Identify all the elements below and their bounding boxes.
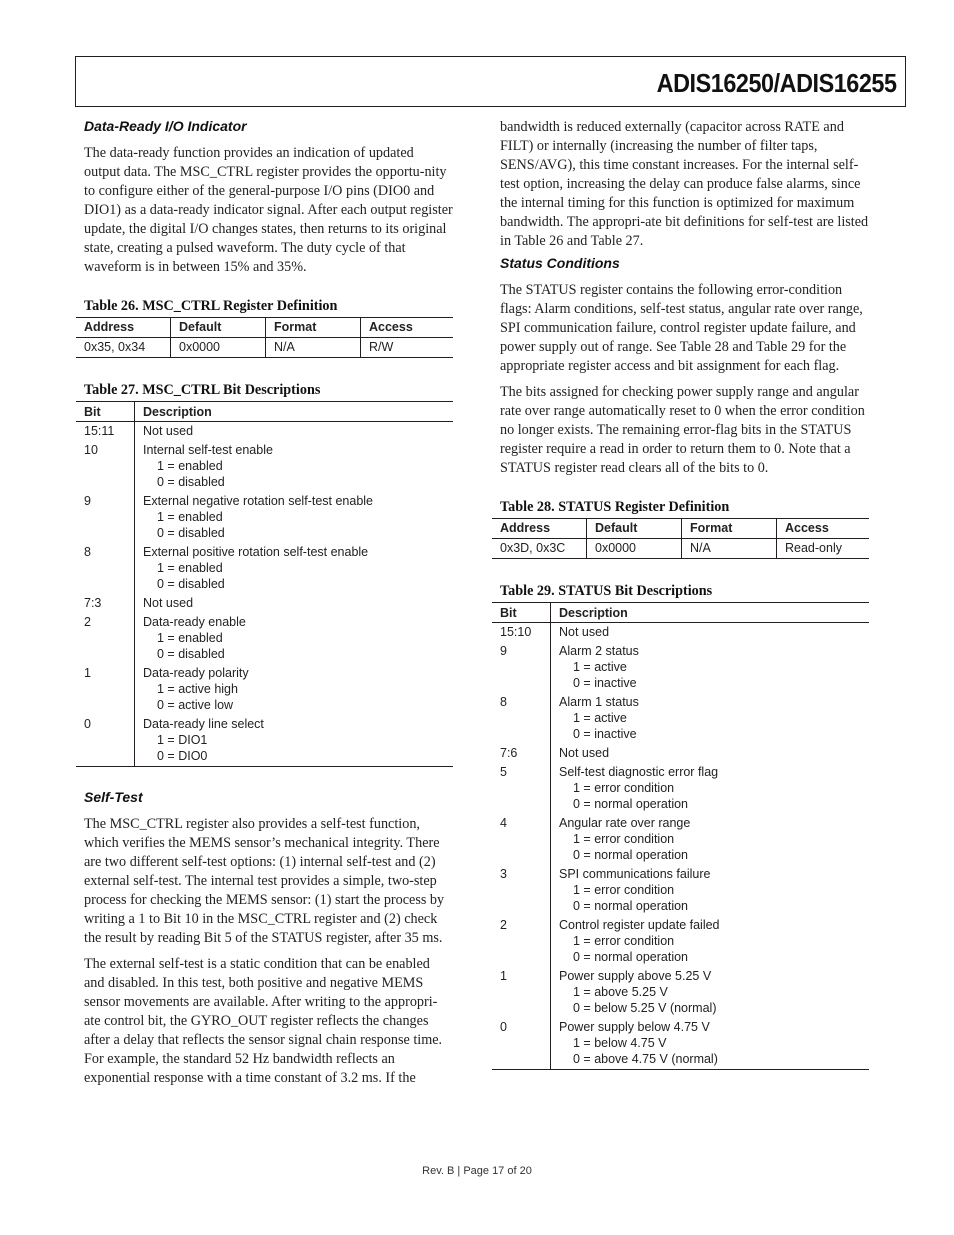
document-title: ADIS16250/ADIS16255 xyxy=(657,68,897,98)
bit-option: 1 = enabled xyxy=(157,459,223,473)
bit-description-cell xyxy=(551,814,870,865)
table29-header: Bit xyxy=(492,603,551,623)
bit-number: 1 xyxy=(76,664,135,715)
bit-description: Data-ready polarity xyxy=(143,666,249,680)
bit-description: Data-ready line select xyxy=(143,717,264,731)
table29-header: Description xyxy=(551,603,870,623)
bit-number: 0 xyxy=(492,1018,551,1070)
bit-description: Self-test diagnostic error flag xyxy=(559,765,719,779)
table26-cell: N/A xyxy=(266,338,361,358)
bit-number: 1 xyxy=(492,967,551,1018)
bit-description-cell xyxy=(135,441,454,492)
bit-description: Internal self-test enable xyxy=(143,443,273,457)
table-row xyxy=(76,338,453,358)
bit-description-cell xyxy=(551,623,870,643)
table-row xyxy=(492,916,869,967)
bit-option: 1 = enabled xyxy=(157,510,223,524)
bit-option: 0 = disabled xyxy=(157,526,225,540)
bit-description-cell xyxy=(135,594,454,613)
bit-number: 10 xyxy=(76,441,135,492)
bit-description: Data-ready enable xyxy=(143,615,246,629)
table27-caption: Table 27. MSC_CTRL Bit Descriptions xyxy=(84,382,321,398)
bit-description-cell xyxy=(551,744,870,763)
bit-option: 1 = active high xyxy=(157,682,238,696)
table-row xyxy=(492,693,869,744)
table29-body xyxy=(492,623,869,1070)
bit-number: 9 xyxy=(76,492,135,543)
self-test-paragraph-1: The MSC_CTRL register also provides a self-test function, which verifies the MEMS sensor’s mechanical integrity. There are two different self-test options: (1) internal self-test and (2) external self-test. The internal test provides a simple, two-step process for checking the MEMS sensor: (1) start the process by writing a 1 to Bit 10 in the MSC_CTRL register and (2) check the result by reading Bit 5 of the STATUS register, after 35 ms. xyxy=(84,816,445,946)
bit-description: SPI communications failure xyxy=(559,867,711,881)
table26-header: Format xyxy=(266,318,361,338)
bit-option: 0 = below 5.25 V (normal) xyxy=(573,1001,717,1015)
bit-description: Not used xyxy=(559,625,610,639)
bit-description-cell xyxy=(551,865,870,916)
data-ready-paragraph: The data-ready function provides an indication of updated output data. The MSC_CTRL register provides the opportu-nity to configure either of the general-purpose I/O pins (DIO0 and DIO1) as a data-ready indicator signal. After each output register update, the digital I/O changes states, then returns to its original state, creating a pulsed waveform. The duty cycle of that waveform is in between 15% and 35%. xyxy=(84,145,453,275)
bit-option: 0 = disabled xyxy=(157,577,225,591)
right-column xyxy=(492,118,869,1092)
table-row xyxy=(76,492,453,543)
table28-header: Format xyxy=(682,519,777,539)
bit-option: 0 = DIO0 xyxy=(157,749,208,763)
bit-description: External negative rotation self-test enable xyxy=(143,494,373,508)
bit-description: Not used xyxy=(559,746,610,760)
section-heading-status: Status Conditions xyxy=(500,255,620,271)
table-row xyxy=(76,422,453,442)
bit-description-cell xyxy=(551,642,870,693)
table27-header: Description xyxy=(135,402,454,422)
bit-description-cell xyxy=(135,664,454,715)
table26-register-definition xyxy=(76,317,453,358)
table28-header: Default xyxy=(587,519,682,539)
bit-description-cell xyxy=(135,422,454,442)
table-row xyxy=(76,613,453,664)
table-row xyxy=(492,1018,869,1070)
table26-header: Access xyxy=(361,318,454,338)
bit-number: 8 xyxy=(492,693,551,744)
bit-number: 5 xyxy=(492,763,551,814)
table28-cell: 0x0000 xyxy=(587,539,682,559)
table28-cell: 0x3D, 0x3C xyxy=(500,541,566,555)
bit-number: 15:10 xyxy=(492,623,551,643)
table26-header: Address xyxy=(84,320,135,334)
table26-cell: R/W xyxy=(361,338,454,358)
table29-bit-descriptions xyxy=(492,602,869,1070)
table-row xyxy=(76,543,453,594)
table28-cell: N/A xyxy=(682,539,777,559)
bit-option: 0 = normal operation xyxy=(573,848,689,862)
bit-number: 9 xyxy=(492,642,551,693)
section-heading-self-test: Self-Test xyxy=(84,789,143,805)
table28-cell: Read-only xyxy=(777,539,870,559)
bit-option: 1 = error condition xyxy=(573,832,675,846)
table26-cell: 0x0000 xyxy=(171,338,266,358)
bit-option: 0 = normal operation xyxy=(573,797,689,811)
bit-number: 2 xyxy=(76,613,135,664)
table-row xyxy=(492,539,869,559)
table-row xyxy=(492,814,869,865)
bit-option: 1 = error condition xyxy=(573,934,675,948)
bit-option: 0 = normal operation xyxy=(573,950,689,964)
table-row xyxy=(492,744,869,763)
bit-option: 1 = enabled xyxy=(157,631,223,645)
bit-description: Alarm 2 status xyxy=(559,644,639,658)
bit-number: 4 xyxy=(492,814,551,865)
bit-description: Control register update failed xyxy=(559,918,720,932)
bit-number: 15:11 xyxy=(76,422,135,442)
bit-description: External positive rotation self-test enable xyxy=(143,545,369,559)
page-footer: Rev. B | Page 17 of 20 xyxy=(422,1165,532,1177)
table27-header: Bit xyxy=(76,402,135,422)
bit-description-cell xyxy=(551,1018,870,1070)
bit-option: 1 = enabled xyxy=(157,561,223,575)
left-column xyxy=(76,118,453,1095)
bit-description-cell xyxy=(551,967,870,1018)
bit-option: 1 = error condition xyxy=(573,781,675,795)
bit-number: 7:6 xyxy=(492,744,551,763)
self-test-paragraph-2: The external self-test is a static condition that can be enabled and disabled. In this test, both positive and negative MEMS sensor movements are available. After writing to the appropri-ate control bit, the GYRO_OUT register reflects the changes after a delay that reflects the sensor signal chain response time. For example, the standard 52 Hz bandwidth reflects an exponential response with a time constant of 3.2 ms. If the xyxy=(84,956,443,1086)
bit-description-cell xyxy=(135,543,454,594)
bit-option: 0 = active low xyxy=(157,698,234,712)
table-row xyxy=(76,664,453,715)
bit-number: 2 xyxy=(492,916,551,967)
table28-register-definition xyxy=(492,518,869,559)
bit-option: 1 = active xyxy=(573,660,627,674)
table-row xyxy=(76,715,453,767)
bit-option: 0 = inactive xyxy=(573,727,637,741)
table-row xyxy=(76,441,453,492)
table-row xyxy=(492,967,869,1018)
bit-description-cell xyxy=(135,613,454,664)
bit-description: Power supply below 4.75 V xyxy=(559,1020,710,1034)
section-heading-data-ready: Data-Ready I/O Indicator xyxy=(84,118,247,134)
bit-option: 1 = error condition xyxy=(573,883,675,897)
bit-description: Angular rate over range xyxy=(559,816,691,830)
table26-cell: 0x35, 0x34 xyxy=(84,340,146,354)
bit-description-cell xyxy=(551,916,870,967)
table28-caption: Table 28. STATUS Register Definition xyxy=(500,499,730,515)
continued-paragraph: bandwidth is reduced externally (capacitor across RATE and FILT) or internally (increasing the number of filter taps, SENS/AVG), this time constant increases. For the internal self-test option, increasing the delay can produce false alarms, since the internal timing for this function is optimized for maximum bandwidth. The appropri-ate bit definitions for self-test are listed in Table 26 and Table 27. xyxy=(500,119,869,249)
bit-number: 7:3 xyxy=(76,594,135,613)
bit-description: Power supply above 5.25 V xyxy=(559,969,712,983)
bit-description-cell xyxy=(135,492,454,543)
bit-number: 8 xyxy=(76,543,135,594)
bit-option: 0 = disabled xyxy=(157,475,225,489)
bit-description-cell xyxy=(135,715,454,767)
header-box xyxy=(75,56,906,107)
bit-description: Alarm 1 status xyxy=(559,695,639,709)
table-row xyxy=(492,623,869,643)
table27-body xyxy=(76,422,453,767)
bit-option: 1 = active xyxy=(573,711,627,725)
bit-description: Not used xyxy=(143,424,194,438)
bit-description-cell xyxy=(551,693,870,744)
table26-header: Default xyxy=(171,318,266,338)
bit-option: 1 = DIO1 xyxy=(157,733,208,747)
bit-option: 0 = disabled xyxy=(157,647,225,661)
bit-option: 0 = inactive xyxy=(573,676,637,690)
table-row xyxy=(492,865,869,916)
bit-description-cell xyxy=(551,763,870,814)
table28-header: Address xyxy=(500,521,551,535)
bit-option: 0 = above 4.75 V (normal) xyxy=(573,1052,718,1066)
status-paragraph-2: The bits assigned for checking power supply range and angular rate over range automatically reset to 0 when the error condition no longer exists. The remaining error-flag bits in the STATUS register require a read in order to return them to 0. Note that a STATUS register read clears all of the bits to 0. xyxy=(500,384,865,476)
table26-caption: Table 26. MSC_CTRL Register Definition xyxy=(84,298,338,314)
table-row xyxy=(492,642,869,693)
bit-description: Not used xyxy=(143,596,194,610)
table28-header: Access xyxy=(777,519,870,539)
table-row xyxy=(76,594,453,613)
table-row xyxy=(492,763,869,814)
bit-number: 0 xyxy=(76,715,135,767)
status-paragraph-1: The STATUS register contains the following error-condition flags: Alarm conditions, self-test status, angular rate over range, SPI communication failure, control register update failure, and power supply out of range. See Table 28 and Table 29 for the appropriate register access and bit assignment for each flag. xyxy=(500,282,863,374)
bit-option: 1 = below 4.75 V xyxy=(573,1036,667,1050)
table29-caption: Table 29. STATUS Bit Descriptions xyxy=(500,583,713,599)
bit-option: 1 = above 5.25 V xyxy=(573,985,668,999)
bit-number: 3 xyxy=(492,865,551,916)
table27-bit-descriptions xyxy=(76,401,453,767)
bit-option: 0 = normal operation xyxy=(573,899,689,913)
